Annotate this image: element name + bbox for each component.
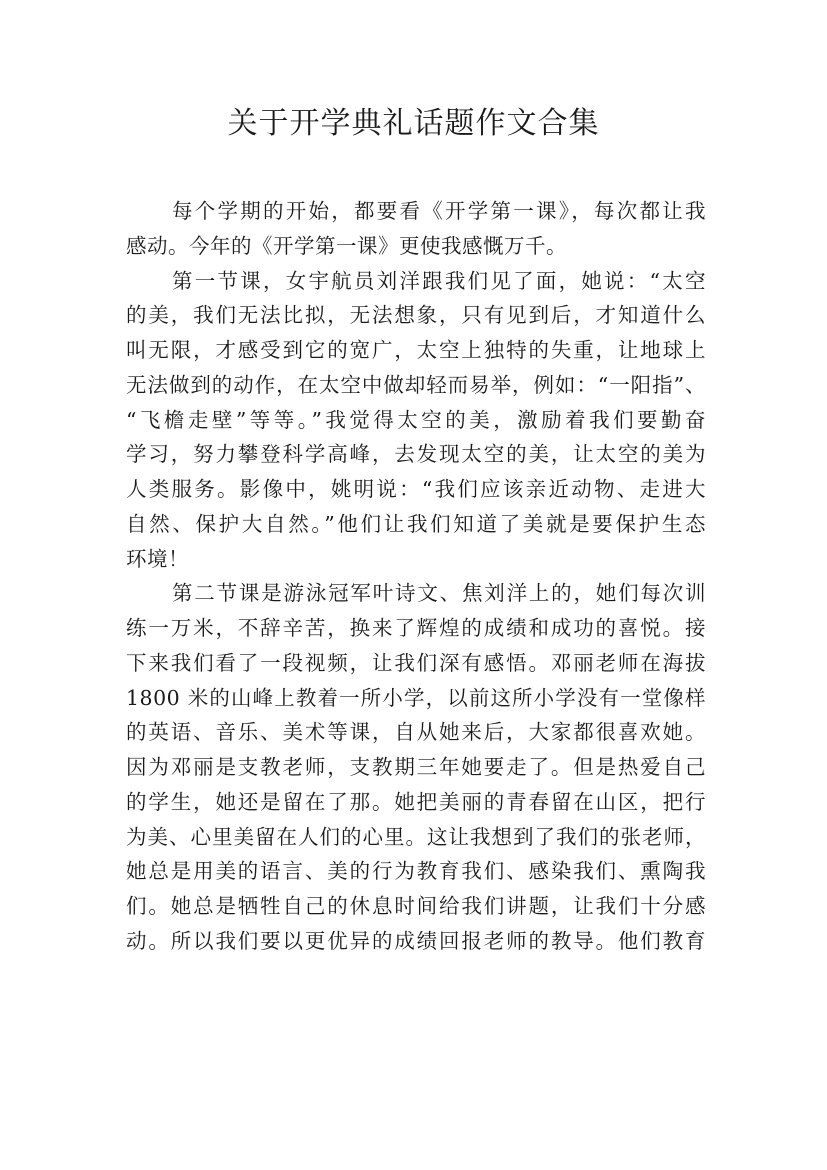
text-line: 每个学期的开始，都要看《开学第一课》，每次都让我 (172, 199, 706, 223)
text-line: 学习，努力攀登科学高峰，去发现太空的美，让太空的美为 (126, 442, 706, 467)
text-line: 无法做到的动作，在太空中做却轻而易举，例如：“一阳指”、 (126, 372, 706, 397)
text-line: 感动。今年的《开学第一课》更使我感慨万千。 (126, 233, 567, 258)
text-line: 自然、保护大自然。”他们让我们知道了美就是要保护生态 (126, 511, 706, 536)
text-line: 为美、心里美留在人们的心里。这让我想到了我们的张老师， (126, 824, 706, 849)
text-line: 人类服务。影像中，姚明说：“我们应该亲近动物、走进大 (126, 477, 706, 501)
text-line: 因为邓丽是支教老师，支教期三年她要走了。但是热爱自己 (126, 755, 706, 779)
text-line: 们。她总是牺牲自己的休息时间给我们讲题，让我们十分感 (126, 894, 706, 918)
text-line: 练一万米，不辞辛苦，换来了辉煌的成绩和成功的喜悦。接 (126, 616, 706, 640)
text-line: “飞檐走壁”等等。”我觉得太空的美，激励着我们要勤奋 (126, 407, 706, 432)
document-body (126, 194, 706, 959)
text-line: 的学生，她还是留在了那。她把美丽的青春留在山区，把行 (126, 789, 706, 814)
text-line: 的英语、音乐、美术等课，自从她来后，大家都很喜欢她。 (126, 720, 706, 745)
document-title: 关于开学典礼话题作文合集 (227, 106, 600, 141)
text-line: 1800 米的山峰上教着一所小学，以前这所小学没有一堂像样 (126, 685, 706, 710)
text-line: 下来我们看了一段视频，让我们深有感悟。邓丽老师在海拔 (126, 650, 706, 675)
text-line: 第一节课，女宇航员刘洋跟我们见了面，她说：“太空 (172, 268, 706, 293)
text-line: 她总是用美的语言、美的行为教育我们、感染我们、熏陶我 (126, 859, 706, 884)
text-line: 的美，我们无法比拟，无法想象，只有见到后，才知道什么 (126, 303, 706, 328)
text-line: 动。所以我们要以更优异的成绩回报老师的教导。他们教育 (126, 928, 706, 953)
text-line: 叫无限，才感受到它的宽广，太空上独特的失重，让地球上 (126, 338, 706, 362)
text-line: 第二节课是游泳冠军叶诗文、焦刘洋上的，她们每次训 (172, 581, 706, 606)
text-line: 环境！ (126, 546, 189, 571)
